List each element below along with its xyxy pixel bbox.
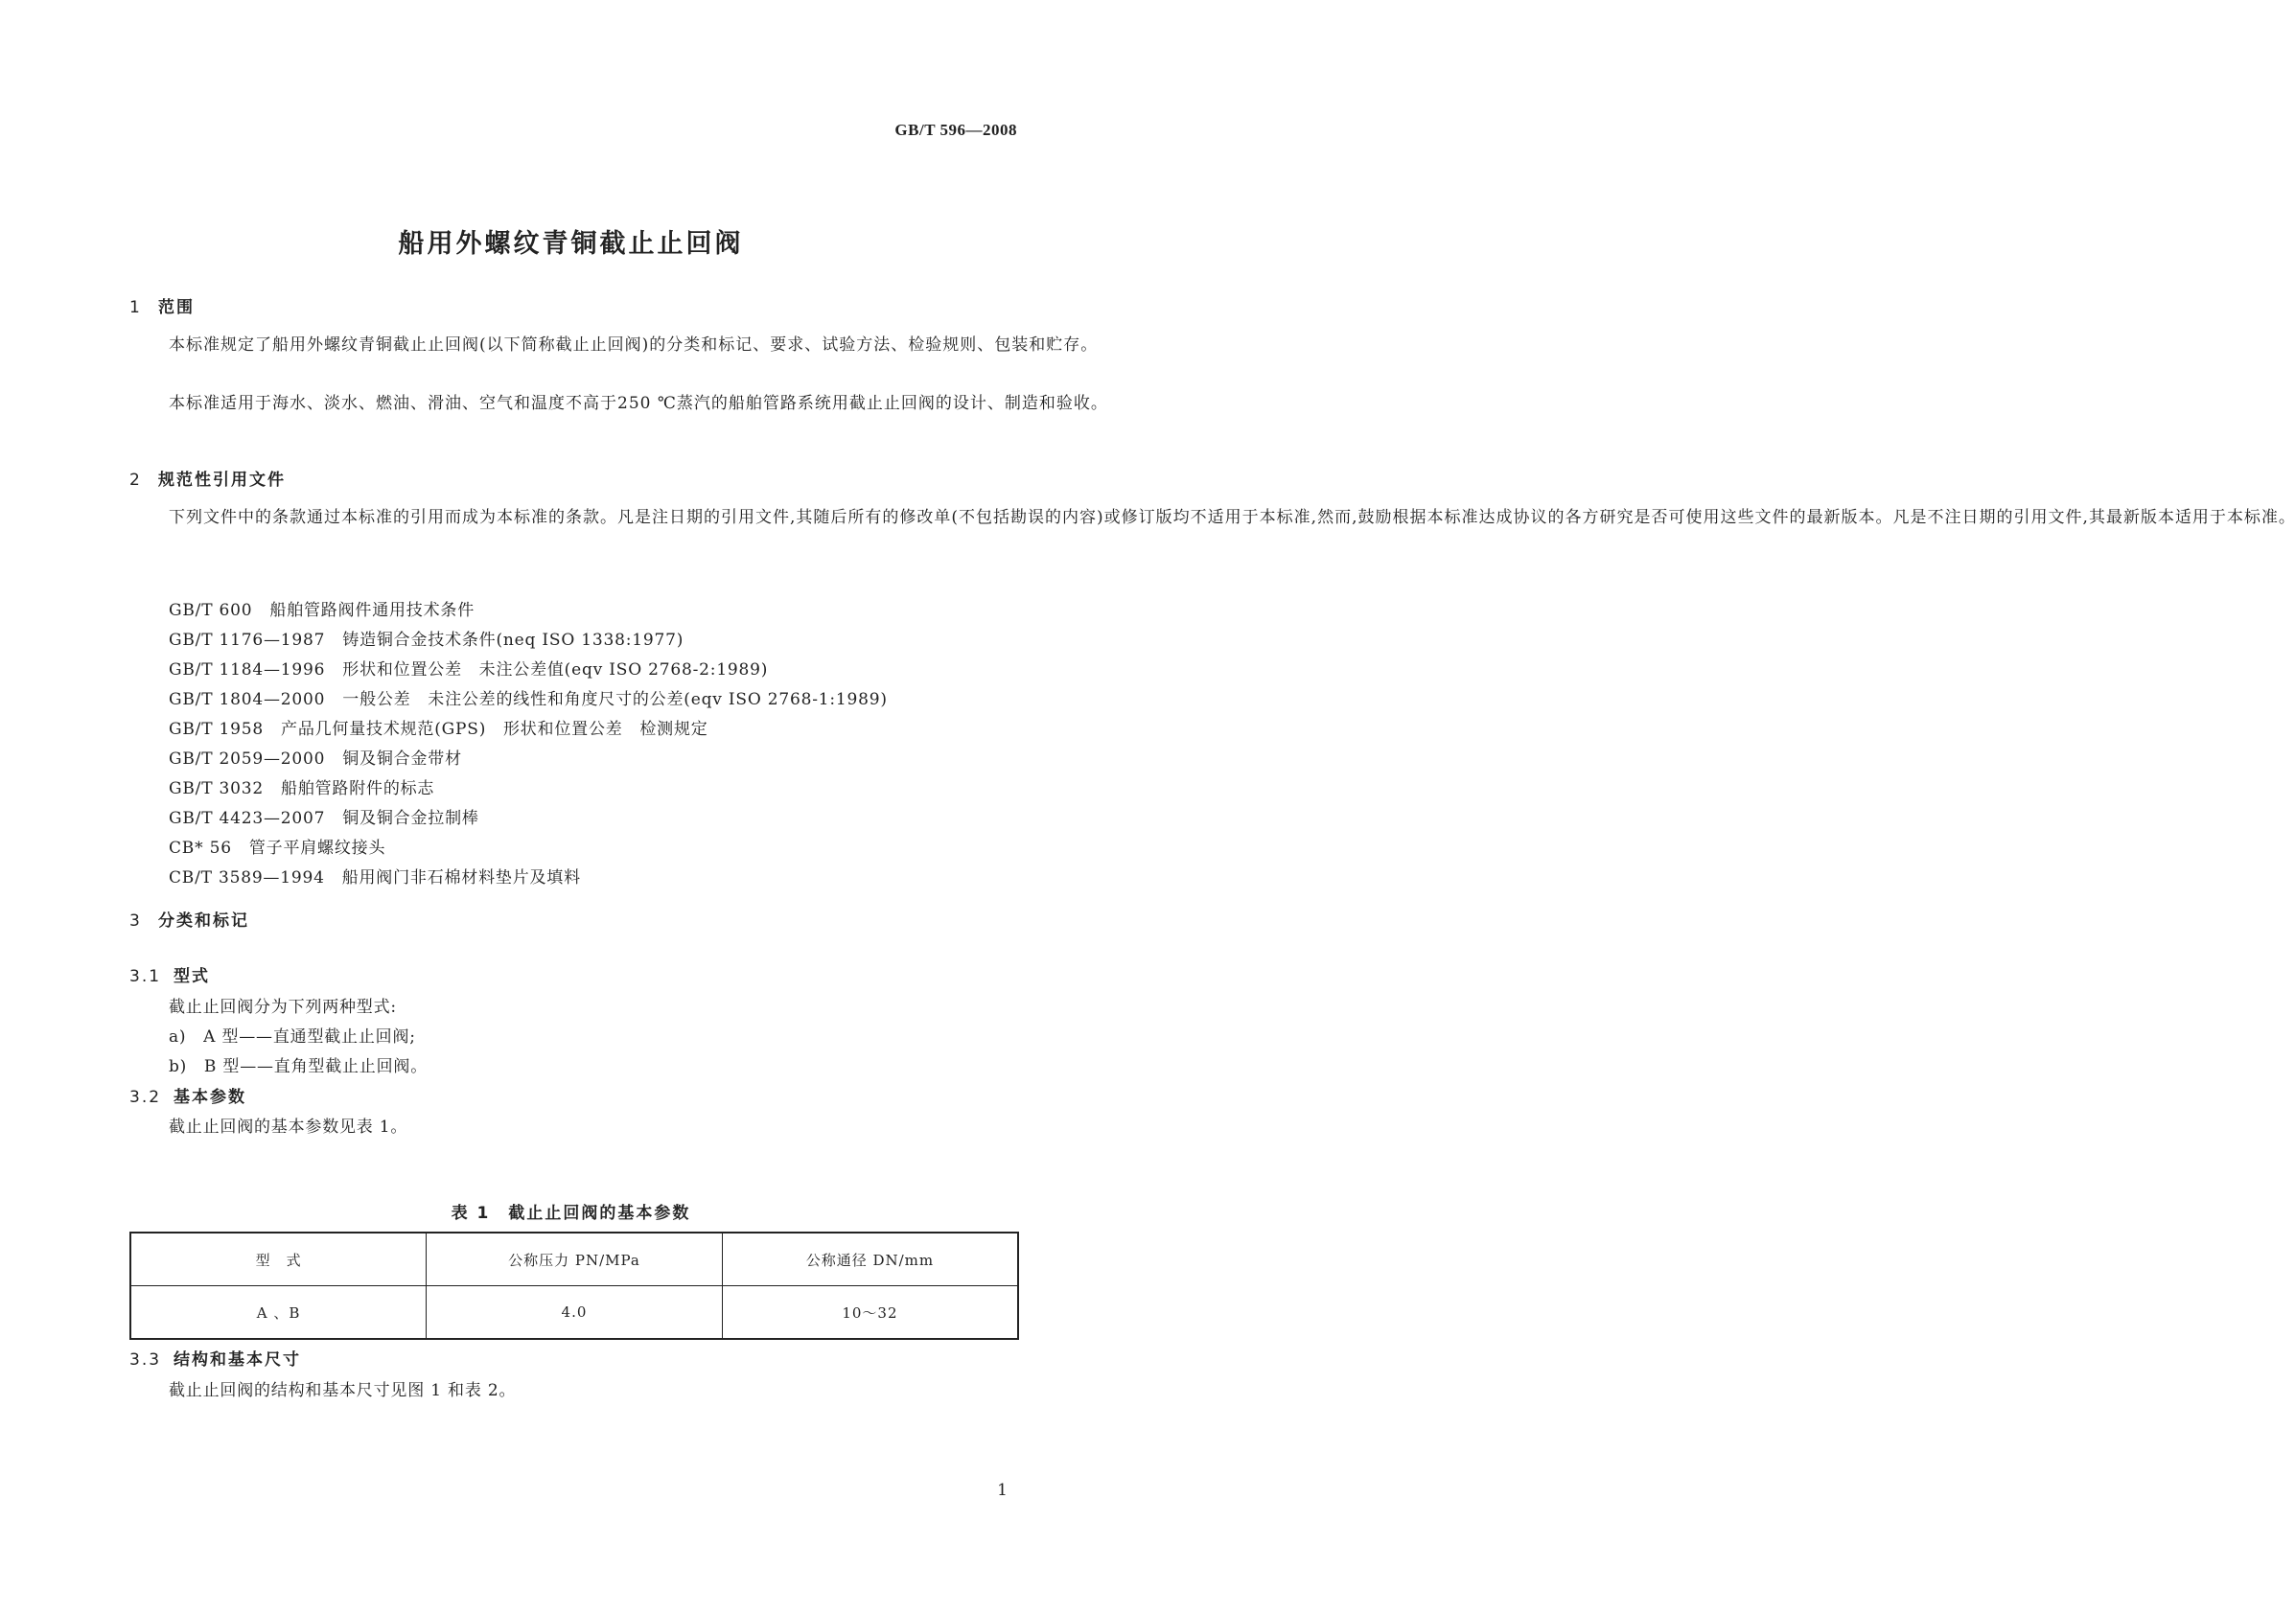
reference-item — [169, 864, 581, 888]
reference-code: GB/T 2059—2000 — [169, 749, 326, 769]
section-title: 规范性引用文件 — [158, 471, 286, 490]
table-cell: A 、B — [130, 1286, 427, 1340]
subsection-number: 3.1 — [129, 967, 162, 986]
reference-title: 船舶管路附件的标志 — [281, 779, 435, 798]
reference-title: 船用阀门非石棉材料垫片及填料 — [341, 868, 581, 888]
reference-code: GB/T 1184—1996 — [169, 660, 326, 680]
section-1-heading — [129, 293, 195, 317]
table-row — [130, 1286, 1018, 1340]
section-number: 3 — [129, 911, 142, 931]
page-number: 1 — [997, 1481, 1008, 1500]
subsection-3-1-heading — [129, 962, 210, 986]
reference-item — [169, 596, 475, 620]
table-cell: 10～32 — [722, 1286, 1018, 1340]
table-cell: 4.0 — [427, 1286, 723, 1340]
parameters-table — [129, 1232, 1019, 1340]
subsection-title: 型式 — [174, 967, 210, 986]
reference-title: 铸造铜合金技术条件(neq ISO 1338:1977) — [342, 631, 684, 650]
reference-item — [169, 626, 684, 650]
reference-title: 一般公差 未注公差的线性和角度尺寸的公差(eqv ISO 2768-1:1989) — [342, 690, 888, 709]
reference-title: 管子平肩螺纹接头 — [248, 839, 386, 858]
reference-title: 铜及铜合金拉制棒 — [342, 809, 479, 828]
reference-item — [169, 745, 462, 769]
reference-title: 铜及铜合金带材 — [342, 749, 462, 769]
reference-code: GB/T 1176—1987 — [169, 631, 326, 650]
table-header-cell: 公称压力 PN/MPa — [427, 1233, 723, 1286]
section-number: 1 — [129, 298, 142, 317]
reference-item — [169, 715, 708, 739]
reference-title: 形状和位置公差 未注公差值(eqv ISO 2768-2:1989) — [342, 660, 769, 680]
section-title: 范围 — [158, 298, 195, 317]
section-1-paragraph-1: 本标准规定了船用外螺纹青铜截止止回阀(以下简称截止止回阀)的分类和标记、要求、试验方法、检验规则、包装和贮存。 — [169, 335, 1099, 355]
subsection-number: 3.2 — [129, 1088, 162, 1107]
reference-title: 船舶管路阀件通用技术条件 — [269, 601, 475, 620]
subsection-title: 结构和基本尺寸 — [174, 1350, 301, 1370]
reference-code: GB/T 1804—2000 — [169, 690, 326, 709]
reference-code: GB/T 1958 — [169, 720, 265, 739]
section-title: 分类和标记 — [158, 911, 249, 931]
reference-code: GB/T 3032 — [169, 779, 265, 798]
reference-code: CB/T 3589—1994 — [169, 868, 325, 888]
reference-item — [169, 804, 479, 828]
section-1-paragraph-2: 本标准适用于海水、淡水、燃油、滑油、空气和温度不高于250 ℃蒸汽的船舶管路系统用截止止回阀的设计、制造和验收。 — [169, 394, 1108, 413]
subsection-3-2-intro: 截止止回阀的基本参数见表 1。 — [169, 1118, 408, 1137]
section-2-heading — [129, 466, 286, 490]
subsection-3-2-heading — [129, 1083, 246, 1107]
subsection-3-3-intro: 截止止回阀的结构和基本尺寸见图 1 和表 2。 — [169, 1381, 517, 1400]
subsection-number: 3.3 — [129, 1350, 162, 1370]
reference-item — [169, 834, 385, 858]
document-title: 船用外螺纹青铜截止止回阀 — [398, 229, 744, 259]
reference-item — [169, 656, 768, 680]
table-header-row — [130, 1233, 1018, 1286]
standard-code: GB/T 596—2008 — [894, 121, 1017, 139]
section-3-heading — [129, 907, 249, 931]
subsection-3-1-intro: 截止止回阀分为下列两种型式: — [169, 998, 397, 1017]
section-number: 2 — [129, 471, 142, 490]
reference-code: GB/T 600 — [169, 601, 253, 620]
reference-item — [169, 774, 434, 798]
list-item-a: a) A 型——直通型截止止回阀; — [169, 1027, 416, 1047]
reference-title: 产品几何量技术规范(GPS) 形状和位置公差 检测规定 — [281, 720, 708, 739]
list-item-b: b) B 型——直角型截止止回阀。 — [169, 1057, 429, 1076]
reference-code: GB/T 4423—2007 — [169, 809, 326, 828]
subsection-3-3-heading — [129, 1346, 301, 1370]
subsection-title: 基本参数 — [174, 1088, 246, 1107]
table-1-caption: 表 1 截止止回阀的基本参数 — [451, 1204, 691, 1223]
section-2-paragraph-1: 下列文件中的条款通过本标准的引用而成为本标准的条款。凡是注日期的引用文件,其随后所有的修改单(不包括勘误的内容)或修订版均不适用于本标准,然而,鼓励根据本标准达成协议的各方研究是否可使用这些文件的最新版本。凡是不注日期的引用文件,其最新版本适用于本标准。 — [169, 508, 2296, 527]
reference-item — [169, 685, 888, 709]
table-header-cell: 型 式 — [130, 1233, 427, 1286]
table-header-cell: 公称通径 DN/mm — [722, 1233, 1018, 1286]
reference-code: CB* 56 — [169, 839, 232, 858]
